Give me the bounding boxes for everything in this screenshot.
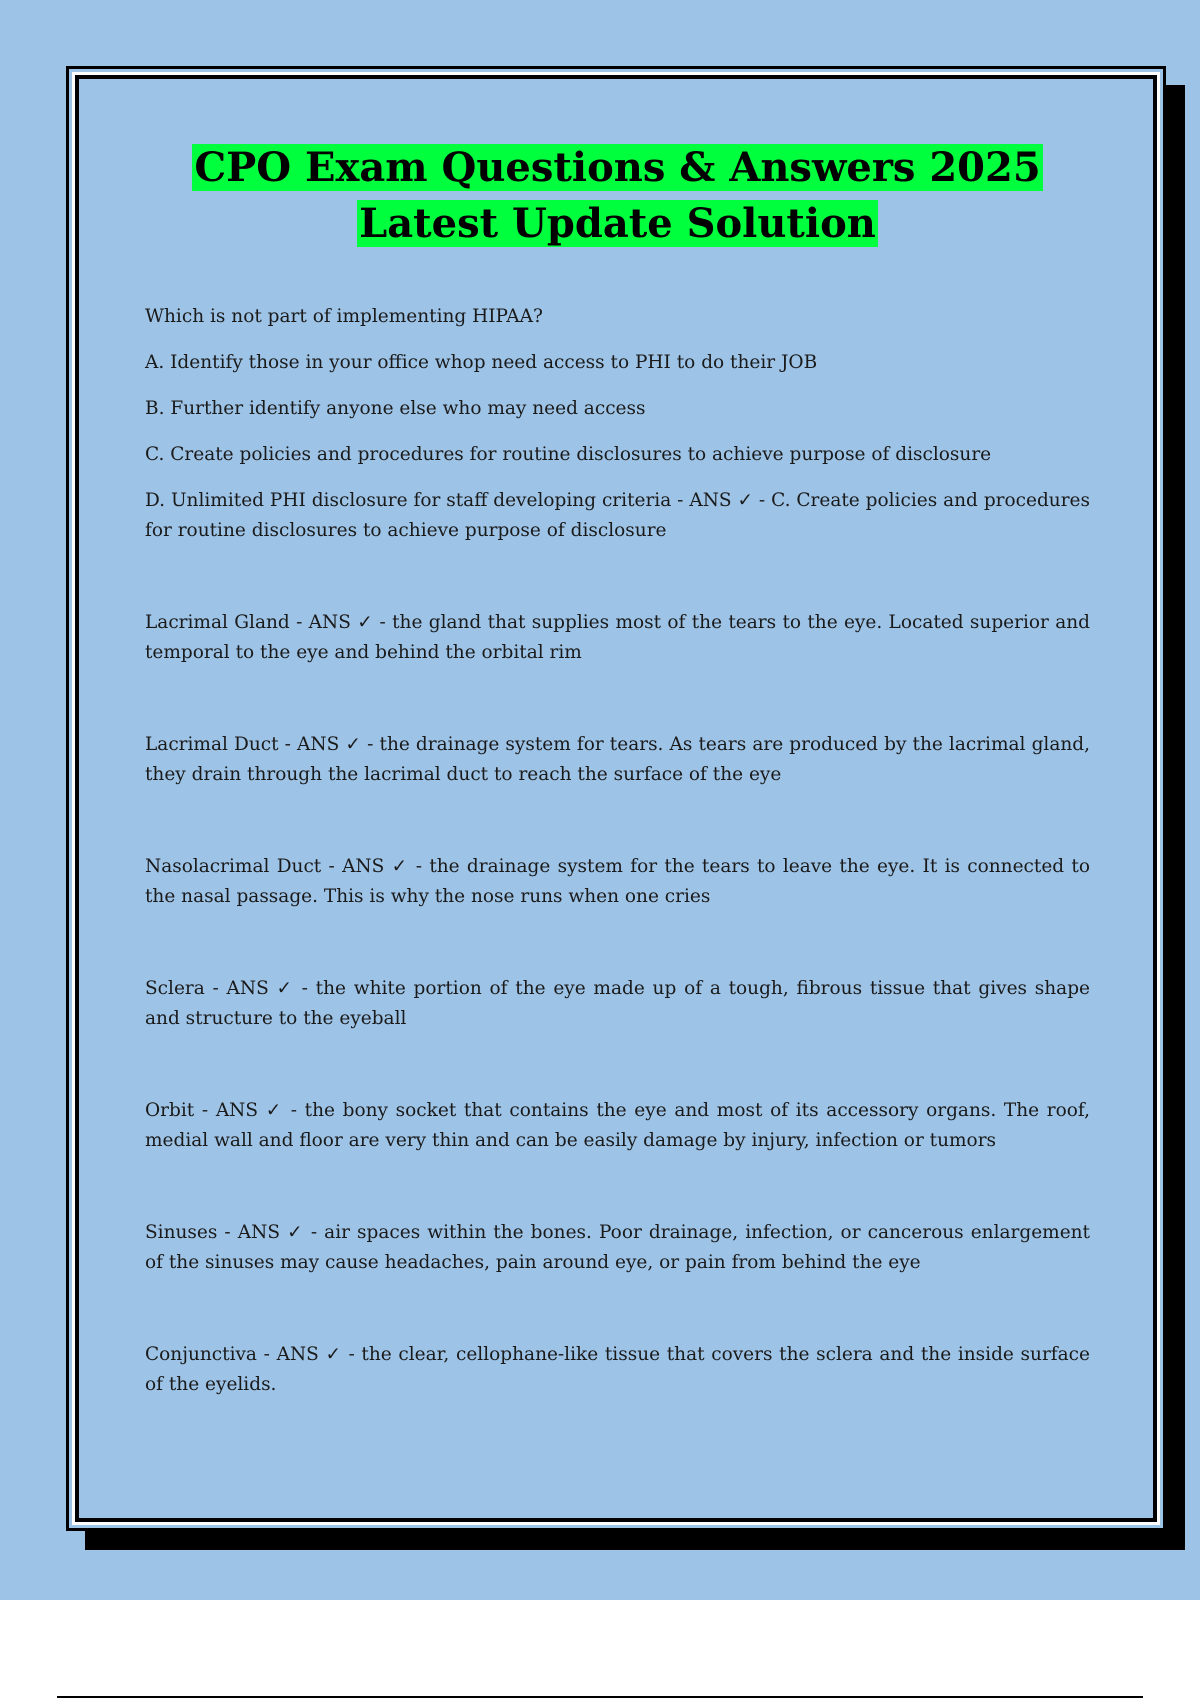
entry-conjunctiva: Conjunctiva - ANS ✓ - the clear, cellophane-like tissue that covers the sclera and the inside surface of the eyelids. — [145, 1344, 1090, 1395]
entry-sclera: Sclera - ANS ✓ - the white portion of the eye made up of a tough, fibrous tissue that gives shape and structure to the eyeball — [145, 978, 1090, 1029]
entry-orbit: Orbit - ANS ✓ - the bony socket that contains the eye and most of its accessory organs. The roof, medial wall and floor are very thin and can be easily damage by injury, infection or tumors — [145, 1100, 1090, 1151]
entry-lacrimal-duct: Lacrimal Duct - ANS ✓ - the drainage system for tears. As tears are produced by the lacrimal gland, they drain through the lacrimal duct to reach the surface of the eye — [145, 734, 1090, 785]
question-prompt: Which is not part of implementing HIPAA? — [145, 306, 543, 327]
title-line-1: CPO Exam Questions & Answers 2025 — [194, 144, 1041, 191]
title-line-2: Latest Update Solution — [359, 200, 876, 247]
option-d-answer: D. Unlimited PHI disclosure for staff developing criteria - ANS ✓ - C. Create policies and procedures for routine disclosures to achieve purpose of disclosure — [145, 490, 1090, 541]
option-a: A. Identify those in your office whop need access to PHI to do their JOB — [145, 352, 818, 373]
bottom-rule-line — [57, 1696, 1143, 1698]
document-title — [145, 140, 1090, 252]
option-b: B. Further identify anyone else who may need access — [145, 398, 646, 419]
entry-lacrimal-gland: Lacrimal Gland - ANS ✓ - the gland that supplies most of the tears to the eye. Located superior and temporal to the eye and behind the orbital rim — [145, 612, 1090, 663]
entry-sinuses: Sinuses - ANS ✓ - air spaces within the bones. Poor drainage, infection, or cancerous enlargement of the sinuses may cause headaches, pain around eye, or pain from behind the eye — [145, 1222, 1090, 1273]
qa-list — [145, 302, 1090, 1400]
question-hipaa — [145, 302, 1090, 546]
entry-nasolacrimal-duct: Nasolacrimal Duct - ANS ✓ - the drainage system for the tears to leave the eye. It is connected to the nasal passage. This is why the nose runs when one cries — [145, 856, 1090, 907]
option-c: C. Create policies and procedures for routine disclosures to achieve purpose of disclosure — [145, 444, 992, 465]
document-content — [145, 140, 1090, 1462]
